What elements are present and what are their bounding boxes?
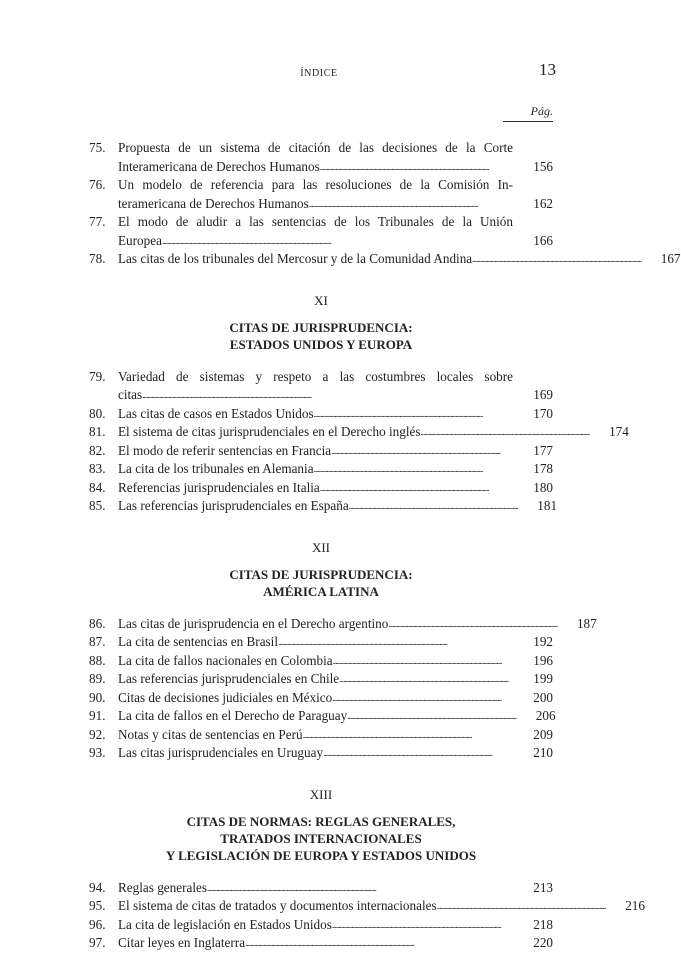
entry-line-text: Las citas de casos en Estados Unidos bbox=[118, 405, 314, 421]
entry-line-text: El modo de referir sentencias en Francia bbox=[118, 442, 332, 458]
chapter-title bbox=[89, 319, 553, 353]
toc-entry bbox=[89, 442, 553, 461]
entry-line bbox=[118, 633, 513, 652]
entry-page-number: 200 bbox=[533, 689, 553, 705]
entry-line-text: citas bbox=[118, 387, 143, 402]
dot-leader bbox=[472, 250, 640, 269]
entry-page-number: 199 bbox=[533, 671, 553, 686]
chapter-title bbox=[89, 566, 553, 600]
toc-entry bbox=[89, 176, 553, 213]
chapter-number: XII bbox=[311, 539, 331, 555]
pag-column-label: Pág. bbox=[530, 104, 553, 118]
entry-number: 80. bbox=[89, 405, 106, 421]
entry-text bbox=[118, 670, 513, 689]
entry-page-number: 162 bbox=[533, 195, 553, 211]
dot-leader bbox=[331, 442, 513, 461]
entry-line-text: Referencias jurisprudenciales en Italia bbox=[118, 479, 320, 495]
entry-number: 91. bbox=[89, 708, 106, 723]
entry-line bbox=[118, 879, 513, 898]
entry-line-text: La cita de legislación en Estados Unidos bbox=[118, 916, 332, 932]
dot-leader bbox=[332, 689, 513, 708]
entry-page-number: 192 bbox=[533, 634, 553, 649]
dot-leader bbox=[314, 460, 513, 479]
chapter-title-line: Y LEGISLACIÓN DE EUROPA Y ESTADOS UNIDOS bbox=[165, 847, 477, 863]
entry-line bbox=[118, 460, 513, 479]
toc-entry bbox=[89, 744, 553, 763]
entry-line bbox=[118, 139, 513, 158]
entry-text bbox=[118, 250, 641, 269]
dot-leader bbox=[207, 879, 513, 898]
chapter-title-line: CITAS DE JURISPRUDENCIA: bbox=[229, 319, 413, 335]
entry-number: 93. bbox=[89, 745, 106, 760]
entry-page-number: 178 bbox=[533, 461, 553, 476]
entry-text bbox=[118, 139, 513, 176]
entry-page-number: 220 bbox=[533, 935, 553, 950]
entry-line-text: Citar leyes en Inglaterra bbox=[118, 935, 246, 950]
dot-leader bbox=[339, 670, 513, 689]
entry-page-number: 166 bbox=[533, 232, 553, 248]
toc-entry bbox=[89, 726, 553, 745]
dot-leader bbox=[162, 232, 513, 251]
entry-number: 88. bbox=[89, 652, 106, 668]
toc-entry bbox=[89, 497, 558, 516]
toc-content bbox=[89, 139, 681, 953]
entry-page-number: 177 bbox=[533, 442, 553, 458]
entry-page-number: 167 bbox=[660, 251, 681, 266]
entry-page-number: 156 bbox=[533, 158, 553, 174]
entry-number: 90. bbox=[89, 689, 106, 705]
entry-number: 94. bbox=[89, 879, 106, 895]
entry-line-text: Un modelo de referencia para las resoluciones de la Comisión In- bbox=[118, 177, 513, 192]
dot-leader bbox=[347, 707, 515, 726]
entry-text bbox=[118, 897, 605, 916]
entry-number: 96. bbox=[89, 916, 106, 932]
pag-column-rule bbox=[503, 121, 553, 122]
entry-text bbox=[118, 213, 513, 250]
entry-text bbox=[118, 460, 513, 479]
toc-entry bbox=[89, 460, 553, 479]
entry-text bbox=[118, 423, 589, 442]
entry-text bbox=[118, 633, 513, 652]
entry-text bbox=[118, 442, 513, 461]
entry-page-number: 170 bbox=[533, 405, 553, 421]
entry-text bbox=[118, 916, 513, 935]
toc-entry bbox=[89, 139, 553, 176]
entry-page-number: 187 bbox=[576, 615, 597, 631]
dot-leader bbox=[388, 615, 556, 634]
entry-line bbox=[118, 670, 513, 689]
entry-line-text: Las referencias jurisprudenciales en Chile bbox=[118, 671, 340, 686]
entry-text bbox=[118, 707, 516, 726]
entry-line bbox=[118, 232, 513, 251]
entry-text bbox=[118, 652, 513, 671]
entry-line bbox=[118, 652, 513, 671]
entry-number: 97. bbox=[89, 935, 106, 950]
entry-line-text: Citas de decisiones judiciales en México bbox=[118, 689, 333, 705]
toc-entry bbox=[89, 250, 681, 269]
entry-number: 92. bbox=[89, 726, 106, 742]
entry-number: 77. bbox=[89, 214, 106, 229]
entry-line-text: Interamericana de Derechos Humanos bbox=[118, 158, 320, 174]
dot-leader bbox=[245, 934, 513, 953]
dot-leader bbox=[349, 497, 517, 516]
toc-entry bbox=[89, 615, 597, 634]
entry-line-text: La cita de fallos en el Derecho de Paraguay bbox=[118, 708, 348, 723]
dot-leader bbox=[320, 158, 513, 177]
entry-page-number: 174 bbox=[609, 424, 629, 439]
toc-entry bbox=[89, 405, 553, 424]
dot-leader bbox=[420, 423, 588, 442]
entry-line bbox=[118, 897, 605, 916]
entry-page-number: 196 bbox=[533, 652, 553, 668]
dot-leader bbox=[309, 195, 513, 214]
entry-line bbox=[118, 726, 513, 745]
entry-number: 82. bbox=[89, 442, 106, 458]
entry-line bbox=[118, 158, 513, 177]
entry-number: 83. bbox=[89, 461, 106, 476]
entry-line-text: Variedad de sistemas y respeto a las costumbres locales sobre bbox=[118, 368, 513, 384]
page-number: 13 bbox=[539, 60, 556, 79]
entry-line bbox=[118, 195, 513, 214]
entry-page-number: 209 bbox=[533, 726, 553, 742]
dot-leader bbox=[314, 405, 513, 424]
entry-line-text: Propuesta de un sistema de citación de las decisiones de la Corte bbox=[118, 140, 513, 155]
entry-number: 95. bbox=[89, 898, 106, 913]
entry-line bbox=[118, 250, 641, 269]
entry-line-text: Europea bbox=[118, 232, 162, 248]
entry-line bbox=[118, 497, 517, 516]
toc-entry bbox=[89, 652, 553, 671]
entry-line-text: Las citas de jurisprudencia en el Derecho argentino bbox=[118, 615, 389, 631]
entry-page-number: 180 bbox=[533, 479, 553, 495]
chapter-heading bbox=[89, 293, 553, 353]
entry-number: 81. bbox=[89, 424, 106, 439]
entry-number: 78. bbox=[89, 251, 106, 266]
entry-line bbox=[118, 615, 557, 634]
entry-line-text: La cita de sentencias en Brasil bbox=[118, 634, 279, 649]
entry-text bbox=[118, 726, 513, 745]
entry-line bbox=[118, 368, 513, 387]
toc-entry bbox=[89, 707, 556, 726]
dot-leader bbox=[142, 386, 513, 405]
dot-leader bbox=[332, 916, 513, 935]
dot-leader bbox=[303, 726, 513, 745]
entry-line bbox=[118, 479, 513, 498]
dot-leader bbox=[333, 652, 513, 671]
entry-line-text: La cita de los tribunales en Alemania bbox=[118, 461, 314, 476]
entry-text bbox=[118, 934, 513, 953]
entry-line bbox=[118, 689, 513, 708]
entry-page-number: 206 bbox=[535, 708, 556, 723]
entry-page-number: 213 bbox=[533, 879, 553, 895]
entry-text bbox=[118, 405, 513, 424]
entry-number: 84. bbox=[89, 479, 106, 495]
entry-number: 75. bbox=[89, 140, 106, 155]
entry-line-text: El sistema de citas de tratados y documentos internacionales bbox=[118, 898, 437, 913]
toc-entry bbox=[89, 633, 553, 652]
chapter-number: XIII bbox=[309, 786, 333, 802]
entry-page-number: 218 bbox=[533, 916, 553, 932]
page-header bbox=[0, 60, 638, 90]
entry-text bbox=[118, 479, 513, 498]
entry-line-text: El sistema de citas jurisprudenciales en el Derecho inglés bbox=[118, 424, 421, 439]
chapter-number: XI bbox=[314, 292, 328, 308]
entry-text bbox=[118, 368, 513, 405]
chapter-title-line: CITAS DE NORMAS: REGLAS GENERALES, bbox=[186, 813, 456, 829]
entry-page-number: 216 bbox=[625, 898, 645, 913]
entry-line-text: Las citas jurisprudenciales en Uruguay bbox=[118, 745, 324, 760]
entry-line bbox=[118, 916, 513, 935]
toc-entry bbox=[89, 670, 553, 689]
chapter-title-line: ESTADOS UNIDOS Y EUROPA bbox=[229, 336, 413, 352]
entry-page-number: 181 bbox=[537, 498, 558, 513]
entry-text bbox=[118, 879, 513, 898]
toc-entry bbox=[89, 368, 553, 405]
entry-line bbox=[118, 744, 513, 763]
toc-entry bbox=[89, 897, 645, 916]
entry-line bbox=[118, 423, 589, 442]
entry-line bbox=[118, 386, 513, 405]
entry-line-text: La cita de fallos nacionales en Colombia bbox=[118, 652, 333, 668]
entry-line-text: teramericana de Derechos Humanos bbox=[118, 195, 309, 211]
entry-line bbox=[118, 442, 513, 461]
entry-page-number: 210 bbox=[533, 745, 553, 760]
entry-text bbox=[118, 689, 513, 708]
entry-number: 86. bbox=[89, 615, 106, 631]
dot-leader bbox=[323, 744, 513, 763]
chapter-heading bbox=[89, 787, 553, 864]
entry-text bbox=[118, 497, 517, 516]
running-title: ÍNDICE bbox=[300, 68, 338, 79]
dot-leader bbox=[437, 897, 605, 916]
toc-entry bbox=[89, 879, 553, 898]
dot-leader bbox=[278, 633, 513, 652]
toc-entry bbox=[89, 916, 553, 935]
entry-line bbox=[118, 707, 516, 726]
toc-entry bbox=[89, 213, 553, 250]
entry-number: 87. bbox=[89, 634, 106, 649]
chapter-title bbox=[89, 813, 553, 864]
entry-text bbox=[118, 615, 557, 634]
entry-number: 76. bbox=[89, 177, 106, 192]
entry-line-text: Reglas generales bbox=[118, 879, 207, 895]
entry-number: 89. bbox=[89, 671, 106, 686]
entry-line bbox=[118, 213, 513, 232]
toc-entry bbox=[89, 479, 553, 498]
toc-entry bbox=[89, 934, 553, 953]
entry-line-text: Las referencias jurisprudenciales en España bbox=[118, 498, 349, 513]
dot-leader bbox=[320, 479, 513, 498]
chapter-heading bbox=[89, 540, 553, 600]
entry-number: 79. bbox=[89, 368, 106, 384]
chapter-title-line: AMÉRICA LATINA bbox=[263, 583, 379, 599]
entry-number: 85. bbox=[89, 498, 106, 513]
entry-line bbox=[118, 176, 513, 195]
toc-entry bbox=[89, 689, 553, 708]
entry-line bbox=[118, 405, 513, 424]
chapter-title-line: TRATADOS INTERNACIONALES bbox=[220, 830, 422, 846]
entry-line-text: Las citas de los tribunales del Mercosur y de la Comunidad Andina bbox=[118, 251, 473, 266]
chapter-title-line: CITAS DE JURISPRUDENCIA: bbox=[229, 566, 413, 582]
entry-text bbox=[118, 176, 513, 213]
entry-line-text: Notas y citas de sentencias en Perú bbox=[118, 726, 303, 742]
entry-text bbox=[118, 744, 513, 763]
entry-line bbox=[118, 934, 513, 953]
toc-entry bbox=[89, 423, 629, 442]
entry-page-number: 169 bbox=[533, 387, 553, 402]
entry-line-text: El modo de aludir a las sentencias de los Tribunales de la Unión bbox=[118, 214, 513, 229]
